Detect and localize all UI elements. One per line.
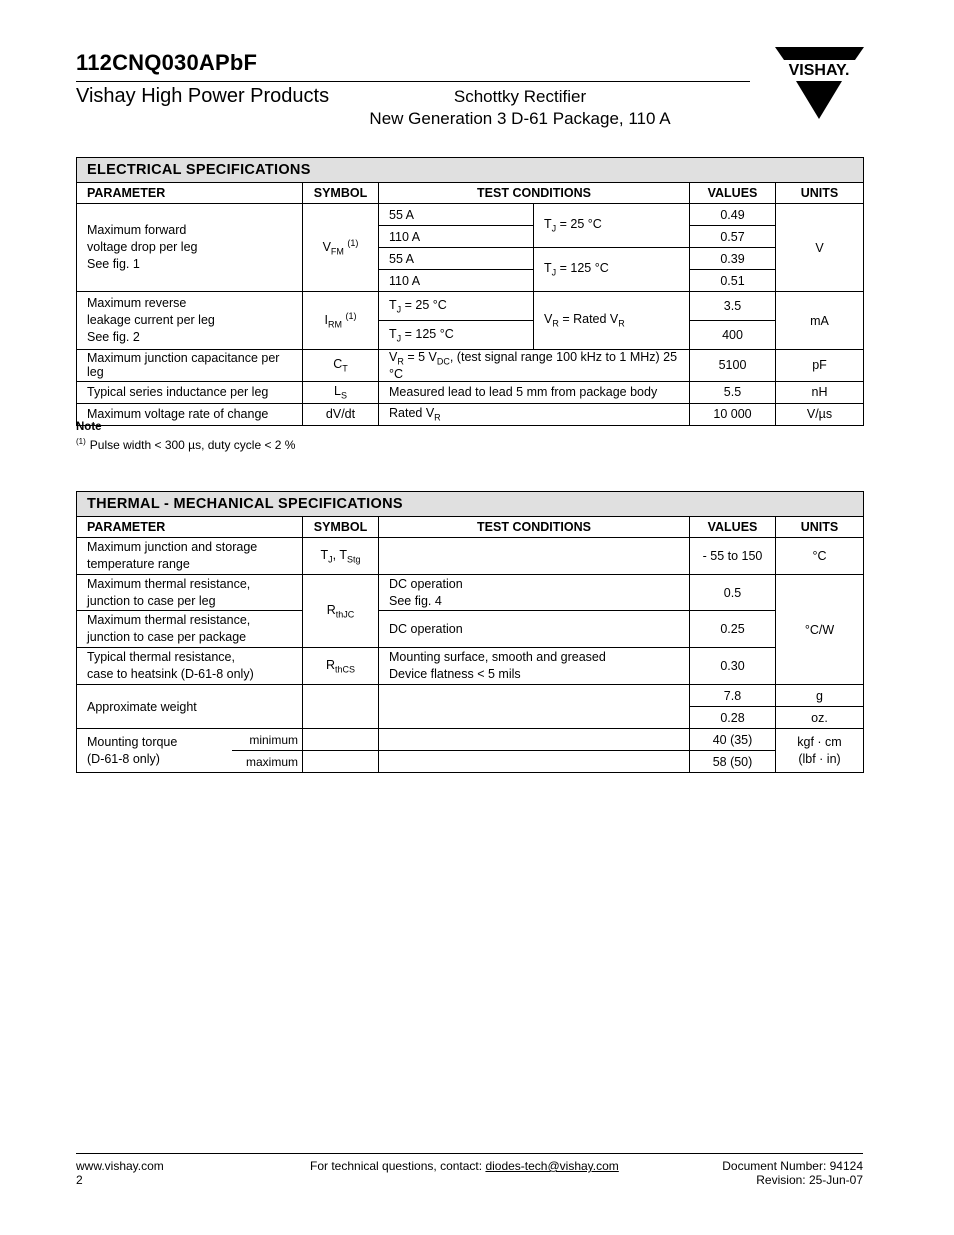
table-row — [77, 292, 864, 321]
revision: Revision: 25-Jun-07 — [756, 1173, 863, 1187]
page-number: 2 — [76, 1173, 83, 1187]
thermal-mechanical-specifications-table — [76, 491, 864, 773]
sym-sub: R — [552, 318, 559, 329]
param-line: Maximum forward — [87, 223, 187, 237]
table-row — [77, 204, 864, 226]
electrical-table-title: ELECTRICAL SPECIFICATIONS — [77, 158, 864, 183]
param-line: leakage current per leg — [87, 313, 215, 327]
table-row — [77, 350, 864, 382]
cond-value: = 125 °C — [556, 261, 609, 276]
condition-dvdt — [379, 403, 690, 425]
sym-sub: J — [328, 554, 333, 565]
sym-sub: Stg — [346, 554, 361, 565]
contact-prefix: For technical questions, contact: — [310, 1159, 486, 1173]
param-line: Maximum reverse — [87, 296, 187, 310]
cond-value: = 25 °C — [401, 297, 447, 312]
document-number: Document Number: 94124 — [722, 1159, 863, 1173]
unit: g — [776, 685, 864, 707]
sym-main: L — [334, 383, 341, 398]
value: 0.39 — [690, 248, 776, 270]
symbol-irm — [303, 292, 379, 350]
param-line: See fig. 2 — [87, 330, 140, 344]
unit-v: V — [776, 204, 864, 292]
cond-line: Device flatness < 5 mils — [389, 667, 521, 681]
condition-vr-rated — [534, 292, 690, 350]
condition-empty — [379, 685, 690, 729]
value: 0.57 — [690, 226, 776, 248]
footer-contact — [310, 1159, 619, 1173]
sym-sup: (1) — [345, 311, 357, 322]
condition-current: 55 A — [379, 204, 534, 226]
sym-main: V — [544, 312, 553, 327]
condition-inductance: Measured lead to lead 5 mm from package body — [379, 381, 690, 403]
value: 0.28 — [690, 707, 776, 729]
sym-sub: S — [340, 390, 347, 401]
sym-main: T — [544, 217, 552, 232]
sym-sub: thCS — [335, 664, 356, 675]
value: 5.5 — [690, 381, 776, 403]
torque-maximum-label: maximum — [232, 751, 303, 773]
param-line: Maximum thermal resistance, — [87, 576, 251, 591]
sym-sub: R — [434, 412, 441, 423]
condition-empty — [379, 538, 690, 575]
sym-main: I — [324, 313, 328, 328]
header-rule — [76, 81, 750, 82]
subtitle-line-1: Schottky Rectifier — [453, 87, 587, 106]
thermal-table-title: THERMAL - MECHANICAL SPECIFICATIONS — [77, 492, 864, 517]
param-line: Maximum junction and storage — [87, 540, 258, 554]
condition-rthcs — [379, 648, 690, 685]
symbol-rthcs — [303, 648, 379, 685]
param-temperature-range — [77, 538, 303, 575]
param-line: case to heatsink (D-61-8 only) — [87, 667, 254, 681]
param-line: junction to case per package — [87, 630, 247, 644]
param-line: Mounting torque — [87, 734, 178, 749]
condition-current: 110 A — [379, 270, 534, 292]
cond-line: See fig. 4 — [389, 593, 442, 608]
symbol-empty — [303, 685, 379, 729]
sym-sub: J — [551, 267, 557, 278]
condition-capacitance — [379, 350, 690, 382]
param-rthjc-package — [77, 611, 303, 648]
sym-main: R — [326, 602, 336, 617]
document-subtitle — [340, 86, 700, 130]
cond-line: DC operation — [389, 576, 463, 591]
sym-sub: J — [396, 333, 402, 344]
sym-sub: J — [551, 223, 557, 234]
sym-sub: J — [396, 304, 402, 315]
table-row — [77, 538, 864, 575]
symbol-rthjc — [303, 575, 379, 648]
sym-main: T — [389, 297, 397, 312]
param-rthcs — [77, 648, 303, 685]
torque-minimum-label: minimum — [232, 729, 303, 751]
col-test-conditions: TEST CONDITIONS — [379, 517, 690, 538]
param-weight: Approximate weight — [77, 685, 303, 729]
value: 0.25 — [690, 611, 776, 648]
sym-sub: FM — [330, 246, 344, 257]
symbol-ls — [303, 381, 379, 403]
sym-sub: thJC — [335, 609, 355, 620]
condition-rthjc-leg — [379, 575, 690, 611]
unit-thermal-resistance: °C/W — [776, 575, 864, 685]
param-dvdt: Maximum voltage rate of change — [77, 403, 303, 425]
cond-part: , (test signal range 100 kHz to 1 MHz) 25 °C — [389, 350, 678, 381]
condition-empty — [379, 751, 690, 773]
table-row — [77, 403, 864, 425]
table-row — [77, 648, 864, 685]
condition-rthjc-package: DC operation — [379, 611, 690, 648]
note-title: Note — [76, 421, 102, 433]
value: 400 — [690, 321, 776, 350]
sym-sub: RM — [328, 319, 342, 330]
unit-ma: mA — [776, 292, 864, 350]
value: 7.8 — [690, 685, 776, 707]
value: 0.51 — [690, 270, 776, 292]
param-forward-voltage — [77, 204, 303, 292]
param-mounting-torque — [77, 729, 232, 773]
sym-main: , T — [332, 547, 347, 562]
condition-tj-125 — [534, 248, 690, 292]
part-number: 112CNQ030APbF — [76, 50, 258, 75]
sym-sub: R — [397, 356, 404, 367]
param-capacitance: Maximum junction capacitance per leg — [77, 350, 303, 382]
param-line: voltage drop per leg — [87, 240, 198, 254]
division-name: Vishay High Power Products — [76, 85, 330, 107]
param-inductance: Typical series inductance per leg — [77, 381, 303, 403]
sym-main: R — [325, 657, 335, 672]
note-text — [76, 437, 295, 452]
unit: V/µs — [776, 403, 864, 425]
value: 58 (50) — [690, 751, 776, 773]
cond-value: = 25 °C — [556, 217, 602, 232]
value: 0.49 — [690, 204, 776, 226]
unit-line: (lbf · in) — [798, 751, 841, 766]
cond-part: Rated V — [389, 405, 435, 420]
cond-value: = Rated V — [558, 312, 619, 327]
note-mark: (1) — [76, 437, 86, 446]
symbol-vfm — [303, 204, 379, 292]
table-row — [77, 685, 864, 707]
sym-main: T — [320, 547, 329, 562]
value: 5100 — [690, 350, 776, 382]
value: 0.5 — [690, 575, 776, 611]
electrical-specifications-table — [76, 157, 864, 426]
param-line: temperature range — [87, 557, 190, 571]
unit: pF — [776, 350, 864, 382]
param-line: Maximum thermal resistance, — [87, 613, 251, 627]
col-values: VALUES — [690, 183, 776, 204]
param-line: (D-61-8 only) — [87, 751, 160, 766]
col-parameter: PARAMETER — [77, 183, 303, 204]
condition-current: 55 A — [379, 248, 534, 270]
logo-text: VISHAY. — [788, 62, 850, 79]
value: 40 (35) — [690, 729, 776, 751]
col-test-conditions: TEST CONDITIONS — [379, 183, 690, 204]
footer-right — [600, 1159, 863, 1187]
cond-line: Mounting surface, smooth and greased — [389, 650, 606, 664]
table-row — [77, 381, 864, 403]
sym-sub: R — [618, 318, 625, 329]
contact-email-link[interactable]: diodes-tech@vishay.com — [485, 1159, 619, 1173]
note-body: Pulse width < 300 µs, duty cycle < 2 % — [89, 438, 296, 452]
value: 10 000 — [690, 403, 776, 425]
symbol-ct — [303, 350, 379, 382]
param-rthjc-leg — [77, 575, 303, 611]
cond-value: = 125 °C — [401, 326, 454, 341]
col-symbol: SYMBOL — [303, 183, 379, 204]
symbol-tj-tstg — [303, 538, 379, 575]
sym-main: T — [544, 261, 552, 276]
unit: nH — [776, 381, 864, 403]
sym-sub: DC — [436, 356, 450, 367]
unit-line: kgf · cm — [797, 734, 842, 749]
col-parameter: PARAMETER — [77, 517, 303, 538]
param-line: See fig. 1 — [87, 257, 140, 271]
param-line: Typical thermal resistance, — [87, 650, 235, 664]
vishay-logo — [771, 45, 866, 121]
subtitle-line-2: New Generation 3 D-61 Package, 110 A — [369, 109, 671, 128]
col-values: VALUES — [690, 517, 776, 538]
sym-sup: (1) — [347, 238, 359, 249]
value: - 55 to 150 — [690, 538, 776, 575]
condition-tj-25 — [534, 204, 690, 248]
condition-tj-125 — [379, 321, 534, 350]
table-row — [77, 611, 864, 648]
value: 3.5 — [690, 292, 776, 321]
cond-part: = 5 V — [403, 350, 437, 364]
footer-rule — [76, 1153, 863, 1154]
table-row — [77, 575, 864, 611]
symbol-empty — [303, 751, 379, 773]
condition-current: 110 A — [379, 226, 534, 248]
param-line: junction to case per leg — [87, 593, 216, 608]
symbol-empty — [303, 729, 379, 751]
footer-left — [76, 1159, 164, 1187]
footer-website[interactable]: www.vishay.com — [76, 1159, 164, 1173]
symbol-dvdt: dV/dt — [303, 403, 379, 425]
table-row — [77, 729, 864, 751]
col-units: UNITS — [776, 517, 864, 538]
col-units: UNITS — [776, 183, 864, 204]
cond-part: V — [389, 350, 398, 364]
unit-torque — [776, 729, 864, 773]
condition-tj-25 — [379, 292, 534, 321]
unit: °C — [776, 538, 864, 575]
sym-main: C — [333, 357, 343, 371]
unit: oz. — [776, 707, 864, 729]
sym-sub: T — [342, 363, 348, 374]
value: 0.30 — [690, 648, 776, 685]
sym-main: V — [322, 240, 331, 255]
sym-main: T — [389, 326, 397, 341]
col-symbol: SYMBOL — [303, 517, 379, 538]
param-reverse-leakage — [77, 292, 303, 350]
condition-empty — [379, 729, 690, 751]
